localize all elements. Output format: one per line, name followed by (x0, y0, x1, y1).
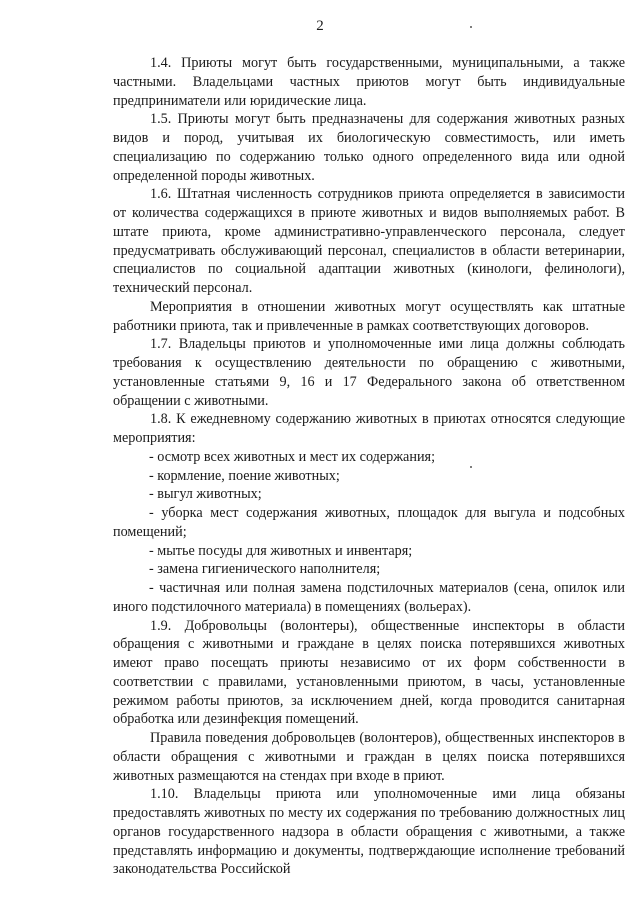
paragraph-1-7: 1.7. Владельцы приютов и уполномоченные ими лица должны соблюдать требования к осуществлению деятельности по обращению с животными, установленные статьями 9, 16 и 17 Федерального закона об ответственном обращении с животными. (113, 336, 625, 409)
paragraph-1-4: 1.4. Приюты могут быть государственными, муниципальными, а также частными. Владельцами частных приютов могут быть индивидуальные предприниматели или юридические лица. (113, 55, 625, 109)
paragraph-1-6-continued: Мероприятия в отношении животных могут осуществлять как штатные работники приюта, так и привлеченные в рамках соответствующих договоров. (113, 298, 625, 334)
document-body (113, 54, 625, 879)
paragraph-1-9-continued: Правила поведения добровольцев (волонтеров), общественных инспекторов в области обращения с животными и граждан в целях поиска потерявшихся животных размещаются на стендах при входе в приют. (113, 730, 625, 784)
list-item: - уборка мест содержания животных, площадок для выгула и подсобных помещений; (113, 505, 625, 540)
page-number: 2 (316, 18, 324, 34)
list-item: - частичная или полная замена подстилочных материалов (сена, опилок или иного подстилочного материала) в помещениях (вольерах). (113, 580, 625, 615)
scan-speck (470, 26, 472, 28)
list-item: - осмотр всех животных и мест их содержания; (149, 448, 436, 465)
list-item: - замена гигиенического наполнителя; (149, 561, 381, 578)
paragraph-1-9: 1.9. Добровольцы (волонтеры), общественные инспекторы в области обращения с животными и граждане в целях поиска потерявшихся животных имеют право посещать приюты независимо от их форм собственности в соответствии с правилами, установленными приютом, в часы, установленные режимом работы приютов, за исключением дней, когда проводится санитарная обработка или дезинфекция помещений. (113, 617, 625, 728)
paragraph-1-8: 1.8. К ежедневному содержанию животных в приютах относятся следующие мероприятия: (113, 411, 625, 446)
list-item: - мытье посуды для животных и инвентаря; (149, 542, 413, 559)
paragraph-1-10: 1.10. Владельцы приюта или уполномоченные ими лица обязаны предоставлять животных по месту их содержания по требованию должностных лиц органов государственного надзора в области обращения с животными, а также представлять информацию и документы, подтверждающие исполнение требований законодательства Российской (113, 786, 625, 878)
paragraph-1-6: 1.6. Штатная численность сотрудников приюта определяется в зависимости от количества содержащихся в приюте животных и видов выполняемых работ. В штате приюта, кроме административно-управленческого персонала, следует предусматривать обслуживающий персонал, специалистов в области ветеринарии, специалистов по социальной адаптации животных (кинологи, фелинологи), технический персонал. (113, 186, 625, 296)
list-item: - кормление, поение животных; (149, 467, 340, 484)
paragraph-1-5: 1.5. Приюты могут быть предназначены для содержания животных разных видов и пород, учитывая их биологическую совместимость, или иметь специализацию по содержанию только одного определенного вида или одной определенной породы животных. (113, 111, 625, 184)
list-item: - выгул животных; (149, 486, 262, 503)
